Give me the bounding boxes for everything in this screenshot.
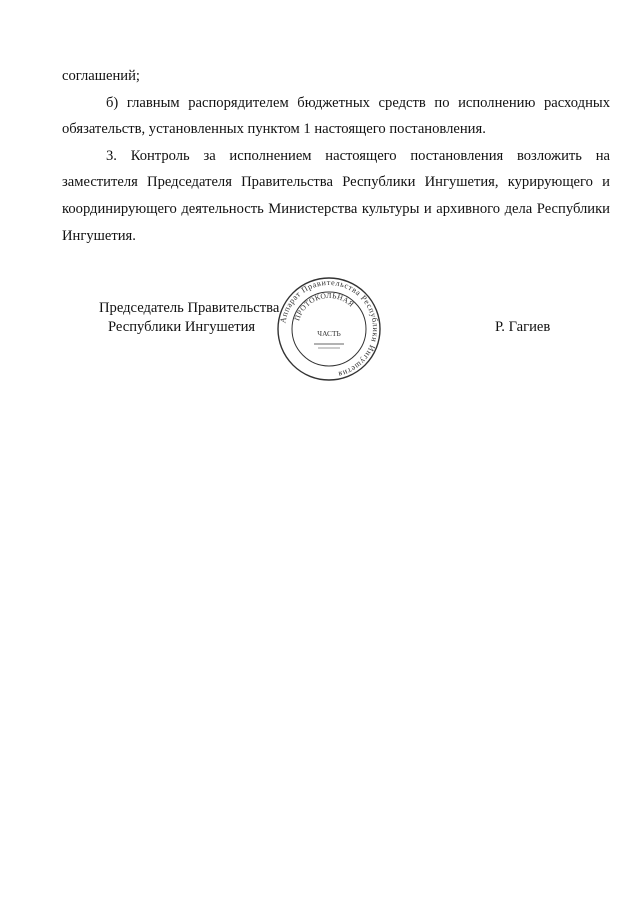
svg-text:ЧАСТЬ: ЧАСТЬ: [317, 329, 341, 338]
signatory-name: Р. Гагиев: [495, 319, 551, 335]
signatory-title-line1: Председатель Правительства: [99, 300, 280, 316]
svg-text:Аппарат Правительства Республи: Аппарат Правительства Республики Ингушетия: [278, 277, 381, 380]
paragraph-3-control: 3. Контроль за исполнением настоящего постановления возложить на заместителя Председателя Правительства Республики Ингушетия, курирующего и координирующего деятельность Министерства культуры и архивного дела Республики Ингушетия.: [62, 147, 610, 244]
signatory-title-line2: Республики Ингушетия: [108, 319, 256, 335]
svg-text:ПРОТОКОЛЬНАЯ: ПРОТОКОЛЬНАЯ: [292, 290, 356, 322]
official-seal-icon: [276, 276, 382, 382]
paragraph-b-chief-administrator: б) главным распорядителем бюджетных средств по исполнению расходных обязательств, установленных пунктом 1 настоящего постановления.: [62, 94, 610, 138]
paragraph-agreements-tail: соглашений;: [62, 68, 140, 84]
